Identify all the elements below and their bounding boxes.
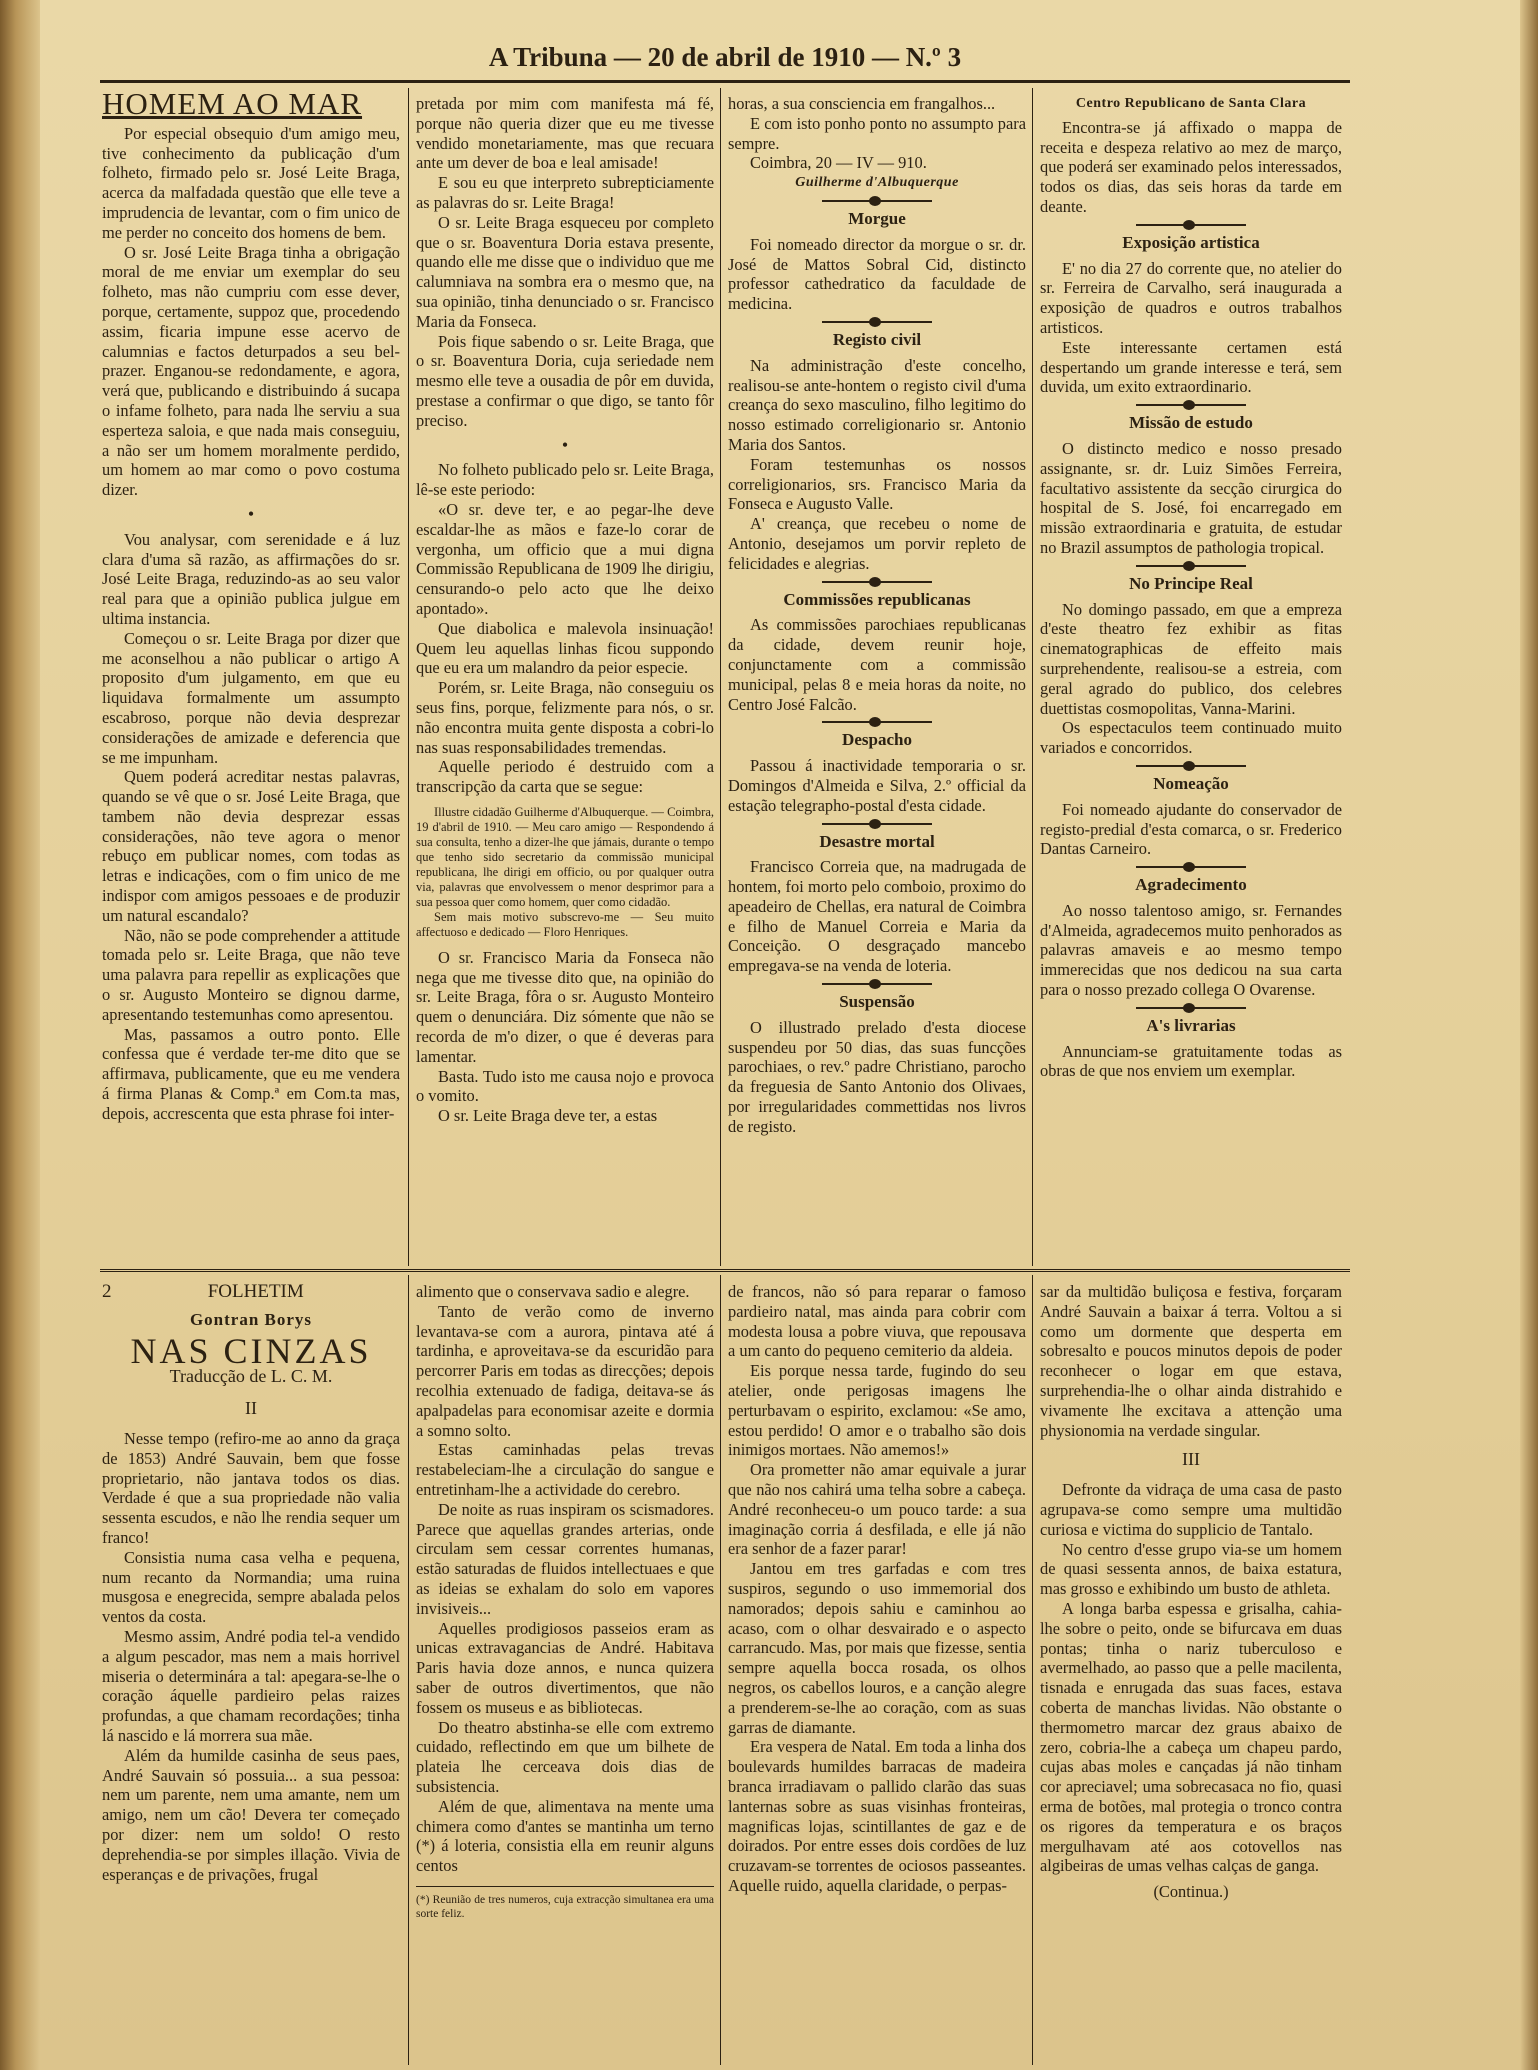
ornament-rule [1136, 1007, 1246, 1009]
ornament-rule [1136, 765, 1246, 767]
letter-closing: Sem mais motivo subscrevo-me — Seu muito affectuoso e dedicado — Floro Henriques. [416, 909, 714, 939]
serial-title: NAS CINZAS [130, 1330, 372, 1371]
author-name: Gontran Borys [189, 1309, 313, 1329]
ornament-rule [1136, 866, 1246, 868]
paragraph: Vou analysar, com serenidade e á luz clara d'uma sã razão, as affirmações do sr. José Leite Braga, reduzindo-as ao seu valor real para que a opinião publica julgue em ultima instancia. [102, 529, 400, 628]
paragraph: Foi nomeado ajudante do conservador de registo-predial d'esta comarca, o sr. Frederico Dantas Carneiro. [1040, 799, 1342, 859]
section-heading: Missão de estudo [1129, 413, 1253, 433]
ornament-rule [822, 721, 932, 723]
paragraph: Os espectaculos teem continuado muito variados e concorridos. [1040, 718, 1342, 758]
dateline: Coimbra, 20 — IV — 910. [750, 153, 927, 173]
paragraph: Encontra-se já affixado o mappa de receita e despeza relativo ao mez de março, que poderá ser examinado pelos interessados, todos os dias, das seis horas da tarde em deante. [1040, 117, 1342, 216]
page-edge-right [1520, 0, 1538, 2070]
paragraph: Mas, passamos a outro ponto. Elle confessa que é verdade ter-me dito que se affirmava, publicamente, que eu me vendera á firma Planas & Comp.ª em Com.ta mas, depois, accrescenta que esta phrase foi inter- [102, 1024, 400, 1123]
section-star: • [247, 503, 255, 524]
section-heading: Registo civil [832, 329, 922, 349]
section-heading: Commissões republicanas [783, 589, 971, 609]
section-heading: Desastre mortal [819, 831, 935, 851]
paragraph: Nesse tempo (refiro-me ao anno da graça de 1853) André Sauvain, bem que fosse proprietario, não jantava todos os dias. Verdade é que a sua propriedade não valia sessenta escudos, e não lhe rendia sequer um franco! [102, 1428, 400, 1547]
paragraph: Aquelle periodo é destruido com a transcripção da carta que se segue: [416, 757, 714, 797]
paragraph: Ora prometter não amar equivale a jurar que não nos cahirá uma telha sobre a cabeça. André reconheceu-o um pouco tarde: a sua imaginação corria á desfilada, e elle já não era senhor de a fazer parar! [728, 1460, 1026, 1559]
paragraph: horas, a sua consciencia em frangalhos... [728, 94, 996, 113]
folhetim-column-4 [1040, 1282, 1342, 2064]
ornament-rule [1136, 224, 1246, 226]
paragraph: «O sr. deve ter, e ao pegar-lhe deve escaldar-lhe as mãos e faze-lo corar de vergonha, um officio que a mui digna Commissão Republicana de 1909 lhe dirigiu, censurando-o pelo acto que lhe deixo apontado». [416, 499, 714, 618]
paragraph: Mesmo assim, André podia tel-a vendido a algum pescador, mas nem a mais horrivel miseria o determinára a tal: apegara-se-lhe o coração áquelle pardieiro pelas raizes profundas, a que chamam recordações; tinha lá nascido e lá morrera sua mãe. [102, 1626, 400, 1745]
section-heading: Agradecimento [1135, 875, 1247, 895]
column-rule [408, 1275, 409, 2065]
paragraph: Foram testemunhas os nossos correligionarios, srs. Francisco Maria da Fonseca e Augusto Valle. [728, 454, 1026, 514]
paragraph: Do theatro abstinha-se elle com extremo cuidado, reflectindo em que um bilhete de plateia lhe cerceava dois dias de subsistencia. [416, 1717, 714, 1796]
paragraph: Francisco Correia que, na madrugada de hontem, foi morto pelo comboio, proximo do apeadeiro de Chellas, era natural de Coimbra e filho de Manuel Correia e Maria da Conceição. O desgraçado mancebo empregava-se na venda de loteria. [728, 857, 1026, 976]
letter-body: Illustre cidadão Guilherme d'Albuquerque. — Coimbra, 19 d'abril de 1910. — Meu caro amigo — Respondendo á sua consulta, tenho a dizer-lhe que jámais, durante o tempo que tenho sido secretario da commissão municipal republicana, lhe dirigi em officio, ou por qualquer outra via, palavras que envolvessem o menor desprimor para a sua pessoa quer como homem, quer como cidadão. [416, 804, 714, 909]
paragraph: Foi nomeado director da morgue o sr. dr. José de Mattos Sobral Cid, distincto professor cathedratico da faculdade de medicina. [728, 234, 1026, 314]
translator-credit: Traducção de L. C. M. [169, 1366, 333, 1387]
paragraph: de francos, não só para reparar o famoso pardieiro natal, mas ainda para cobrir com modesta lousa a pobre viuva, que repousava a um canto do pequeno cemiterio da aldeia. [728, 1282, 1026, 1361]
header-rule [100, 80, 1350, 83]
paragraph: Annunciam-se gratuitamente todas as obras de que nos enviem um exemplar. [1040, 1041, 1342, 1081]
folhetim-number: 2 [102, 1282, 112, 1302]
paragraph: O distincto medico e nosso presado assignante, sr. dr. Luiz Simões Ferreira, facultativo assistente da secção cirurgica do hospital de S. José, foi encarregado em missão extraordinaria e gratuita, de estudar no Brazil assumptos de pathologia tropical. [1040, 438, 1342, 557]
paragraph: Porém, sr. Leite Braga, não conseguiu os seus fins, porque, felizmente para nós, o sr. não encontra muita gente disposta a cobri-lo nas suas responsabilidades tremendas. [416, 678, 714, 757]
folhetim-column-3 [728, 1282, 1026, 2064]
section-heading: Exposição artistica [1122, 232, 1260, 252]
paragraph: Tanto de verão como de inverno levantava-se com a aurora, pintava até á tardinha, e aproveitava-se da escuridão para percorrer Paris em todas as direcções; depois recolhia extenuado de fadiga, deitava-se ás apalpadelas para economisar azeite e dormia a somno solto. [416, 1301, 714, 1440]
column-rule [1032, 88, 1033, 1266]
paragraph: Estas caminhadas pelas trevas restabeleciam-lhe a circulação do sangue e entretinham-lhe a actividade do cerebro. [416, 1440, 714, 1499]
paragraph: No domingo passado, em que a empreza d'este theatro fez exhibir as fitas cinematographicas de effeito mais surprehendente, realisou-se a estreia, com geral agrado do publico, dos celebres duettistas cosmopolitas, Vanna-Marini. [1040, 599, 1342, 718]
quoted-letter [416, 805, 714, 940]
paragraph: E' no dia 27 do corrente que, no atelier do sr. Ferreira de Carvalho, será inaugurada a exposição de quadros e outros trabalhos artisticos. [1040, 258, 1342, 337]
paragraph: Aquelles prodigiosos passeios eram as unicas extravagancias de André. Habitava Paris havia doze annos, e nunca quizera saber de outros divertimentos, que não fossem os museus e as bibliotecas. [416, 1618, 714, 1717]
footnote: (*) Reunião de tres numeros, cuja extracção simultanea era uma sorte feliz. [416, 1886, 714, 1921]
news-column-3 [728, 94, 1026, 1264]
paragraph: Além da humilde casinha de seus paes, André Sauvain só possuia... a sua pessoa: nem um parente, nem uma amante, nem um amigo, nem um cão! Devera ter começado por dizer: nem um soldo! O resto deprehendia-se por simples illação. Vivia de esperanças e de privações, frugal [102, 1745, 400, 1884]
folhetim-rule [100, 1269, 1350, 1272]
paragraph: Começou o sr. Leite Braga por dizer que me aconselhou a não publicar o artigo A proposito d'um julgamento, em que eu liquidava formalmente um assumpto escabroso, porque não devia desprezar considerações de amizade e deferencia que se me impunham. [102, 628, 400, 767]
paragraph: Pois fique sabendo o sr. Leite Braga, que o sr. Boaventura Doria, cuja seriedade nem mesmo elle teve a ousadia de pôr em duvida, prestase a confirmar o que digo, se tanto fôr preciso. [416, 331, 714, 430]
paragraph: alimento que o conservava sadio e alegre. [416, 1282, 690, 1301]
paragraph: O illustrado prelado d'esta diocese suspendeu por 50 dias, das suas funcções parochiaes, o rev.º padre Christiano, parocho da freguesia de Santo Antonio dos Olivaes, por irregularidades commettidas nos livros de registo. [728, 1017, 1026, 1136]
article-title: HOMEM AO MAR [102, 94, 363, 121]
ornament-rule [822, 823, 932, 825]
ornament-rule [822, 581, 932, 583]
paragraph: Este interessante certamen está despertando um grande interesse e terá, sem duvida, um exito extraordinario. [1040, 337, 1342, 397]
ornament-rule [822, 321, 932, 323]
ornament-rule [822, 983, 932, 985]
folhetim-column-1 [102, 1282, 400, 2064]
paragraph: Na administração d'este concelho, realisou-se ante-hontem o registo civil d'uma creança do sexo masculino, filho legitimo do nosso estimado correligionario sr. Antonio Maria dos Santos. [728, 355, 1026, 454]
ornament-rule [1136, 404, 1246, 406]
column-rule [408, 88, 409, 1266]
chapter-number: III [1182, 1449, 1200, 1470]
section-heading: A's livrarias [1146, 1015, 1236, 1035]
paragraph: No centro d'esse grupo via-se um homem de quasi sessenta annos, de baixa estatura, mas grosso e exhibindo um busto de athleta. [1040, 1539, 1342, 1599]
paragraph: Quem poderá acreditar nestas palavras, quando se vê que o sr. José Leite Braga, que tambem não devia desprezar essas considerações, não teve agora o menor rebuço em publicar nomes, com todas as letras e indicações, com o fim unico de me indispor com amigos pessoaes e de produzir um natural escandalo? [102, 767, 400, 925]
paragraph: Basta. Tudo isto me causa nojo e provoca o vomito. [416, 1066, 714, 1106]
paragraph: E sou eu que interpreto subrepticiamente as palavras do sr. Leite Braga! [416, 173, 714, 212]
continued-note: (Continua.) [1153, 1882, 1229, 1902]
paragraph: A' creança, que recebeu o nome de Antonio, desejamos um porvir repleto de felicidades e alegrias. [728, 514, 1026, 573]
paragraph: No folheto publicado pelo sr. Leite Braga, lê-se este periodo: [416, 460, 714, 500]
column-rule [720, 88, 721, 1266]
ornament-rule [822, 200, 932, 202]
paragraph: O sr. Leite Braga deve ter, a estas [438, 1106, 658, 1126]
news-column-4 [1040, 94, 1342, 1264]
column-rule [1032, 1275, 1033, 2065]
section-heading: Centro Republicano de Santa Clara [1075, 96, 1307, 111]
section-heading: Suspensão [839, 992, 915, 1012]
paragraph: sar da multidão buliçosa e festiva, forçaram André Sauvain a baixar á terra. Voltou a si como um dormente que desperta em sobresalto e poucos minutos depois de poder reconhecer o logar em que estava, surprehendia-lhe o olhar ainda distrahido e vivamente lhe excitava a attenção uma physionomia na verdade singular. [1040, 1282, 1342, 1440]
page-header: A Tribuna — 20 de abril de 1910 — N.º 3 [488, 42, 962, 72]
paragraph: O sr. Francisco Maria da Fonseca não nega que me tivesse dito que, na opinião do sr. Leite Braga, fôra o sr. Augusto Monteiro quem o denunciára. Diz sómente que não se recorda de m'o dizer, o que é deveras para lamentar. [416, 947, 714, 1066]
column-rule [720, 1275, 721, 2065]
folhetim-header [102, 1282, 400, 1302]
paragraph: Era vespera de Natal. Em toda a linha dos boulevards humildes barracas de madeira branca irradiavam o pallido clarão das suas lanternas sobre as suas visinhas fronteiras, magnificas lojas, scintillantes de gaz e de doirados. Por entre esses dois cordões de luz cruzavam-se torrentes de ociosos passeantes. Aquelle ruido, aquella claridade, o perpas- [728, 1737, 1026, 1895]
paragraph: O sr. Leite Braga esqueceu por completo que o sr. Boaventura Doria estava presente, quando elle me disse que o individuo que me calumniava na sombra era o mesmo que, na sua opinião, tinha denunciado o sr. Francisco Maria da Fonseca. [416, 212, 714, 331]
paragraph: O sr. José Leite Braga tinha a obrigação moral de me enviar um exemplar do seu folheto, mas não cumpriu com esse dever, porque, certamente, suppoz que, procedendo assim, ficaria impune esse acervo de calumnias e factos deturpados a seu bel-prazer. Enganou-se redondamente, e agora, verá que, publicando e distribuindo á sucapa o infame folheto, para nada lhe serviu a sua esperteza saloia, e que nada mais conseguiu, a não ser um homem moralmente perdido, um homem ao mar como o povo costuma dizer. [102, 242, 400, 500]
paragraph: Jantou em tres garfadas e com tres suspiros, segundo o uso immemorial dos namorados; depois sahiu e caminhou ao acaso, com o olhar desvairado e o aspecto carrancudo. Mas, por mais que fizesse, sentia sempre aquella bocca rosada, os olhos negros, os cabellos louros, e a canção alegre a prenderem-se-lhe ao coração, com as suas garras de diamante. [728, 1559, 1026, 1737]
paragraph: Não, não se pode comprehender a attitude tomada pelo sr. Leite Braga, que não teve uma palavra para repellir as explicações que o sr. Augusto Monteiro se dignou darme, apresentando testemunhas como apresentou. [102, 925, 400, 1024]
section-heading: Nomeação [1153, 773, 1229, 793]
folhetim-label: FOLHETIM [207, 1282, 304, 1302]
signature: Guilherme d'Albuquerque [795, 175, 959, 191]
article-continuation [416, 94, 714, 1264]
paragraph: De noite as ruas inspiram os scismadores. Parece que aquellas grandes arterias, onde circulam sem cessar correntes humanas, estão saturadas de fluidos intellectuaes e que as ideias se exhalam do solo em vapores invisiveis... [416, 1499, 714, 1618]
paragraph: pretada por mim com manifesta má fé, porque não queria dizer que eu me tivesse vendido monetariamente, mas que recuara ante um dever de boa e leal amisade! [416, 94, 714, 173]
ornament-rule [1136, 565, 1246, 567]
paragraph: Por especial obsequio d'um amigo meu, tive conhecimento da publicação d'um folheto, firmado pelo sr. José Leite Braga, acerca da malfadada questão que elle teve a imprudencia de levantar, com o fim unico de me perder no conceito dos homens de bem. [102, 123, 400, 242]
page-edge-left [0, 0, 40, 2070]
article-homem-ao-mar [102, 94, 400, 1264]
paragraph: A longa barba espessa e grisalha, cahia-lhe sobre o peito, onde se bifurcava em duas pontas; tinha o nariz tuberculoso e avermelhado, ao passo que a pelle macilenta, tisnada e enrugada das suas faces, estava coberta de manchas lividas. Não obstante o thermometro marcar dez graus abaixo de zero, cobria-lhe a cabeça um chapeu pardo, cujas abas moles e cançadas já não tinham cor apreciavel; uma sobrecasaca no fio, quasi erma de botões, mal protegia o tronco contra os rigores da temperatura e os braços mergulhavam até aos cotovellos nas algibeiras de umas velhas calças de ganga. [1040, 1598, 1342, 1876]
section-star: • [561, 434, 569, 455]
paragraph: Além de que, alimentava na mente uma chimera como d'antes se mantinha um terno (*) á loteria, consistia ella em reunir alguns centos [416, 1796, 714, 1876]
section-heading: Morgue [848, 208, 906, 228]
paragraph: Defronte da vidraça de uma casa de pasto agrupava-se como sempre uma multidão curiosa e victima do supplicio de Tantalo. [1040, 1480, 1342, 1539]
paragraph: Eis porque nessa tarde, fugindo do seu atelier, onde perigosas imagens lhe perturbavam o espirito, exclamou: «Se amo, estou perdido! O amor e o trabalho são dois inimigos mortaes. Não amemos!» [728, 1361, 1026, 1460]
paragraph: As commissões parochiaes republicanas da cidade, devem reunir hoje, conjunctamente com a commissão municipal, pelas 8 e meia horas da noite, no Centro José Falcão. [728, 615, 1026, 714]
section-heading: Despacho [842, 730, 912, 750]
paragraph: E com isto ponho ponto no assumpto para sempre. [728, 113, 1026, 153]
section-heading: No Principe Real [1129, 573, 1253, 593]
chapter-number: II [245, 1398, 257, 1419]
paragraph: Consistia numa casa velha e pequena, num recanto da Normandia; uma ruina musgosa e enegrecida, sempre abalada pelos ventos da costa. [102, 1547, 400, 1627]
paragraph: Que diabolica e malevola insinuação! Quem leu aquellas linhas ficou suppondo que eu era um malandro da peior especie. [416, 618, 714, 678]
paragraph: Ao nosso talentoso amigo, sr. Fernandes d'Almeida, agradecemos muito penhorados as palavras amaveis e ao mesmo tempo immerecidas que nos dedicou na sua carta para o nosso prezado collega O Ovarense. [1040, 900, 1342, 1000]
paragraph: Passou á inactividade temporaria o sr. Domingos d'Almeida e Silva, 2.º official da estação telegrapho-postal d'esta cidade. [728, 756, 1026, 815]
folhetim-column-2 [416, 1282, 714, 2064]
